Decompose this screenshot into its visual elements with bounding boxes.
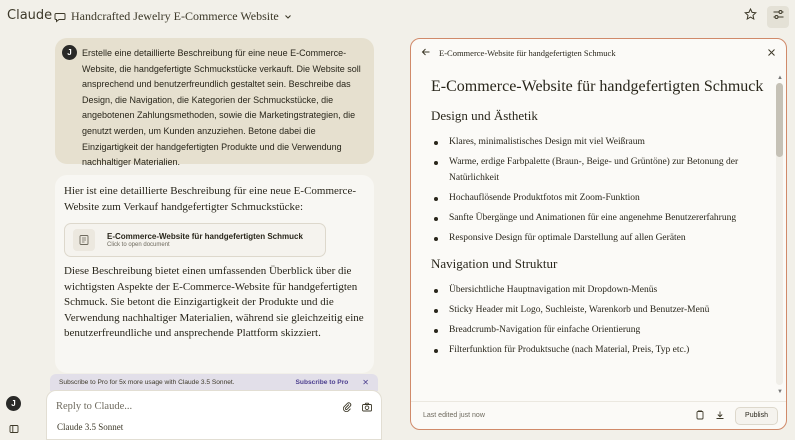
- list-item: Sanfte Übergänge und Animationen für eine angenehme Benutzererfahrung: [431, 211, 771, 226]
- bullet-list: [431, 283, 771, 359]
- document-icon: [73, 229, 95, 251]
- app-logo[interactable]: Claude: [7, 8, 53, 23]
- star-icon: [744, 8, 757, 26]
- close-icon[interactable]: ✕: [362, 378, 369, 387]
- chevron-down-icon: [284, 13, 292, 21]
- artifact-card[interactable]: [64, 223, 326, 257]
- scroll-up-arrow-icon[interactable]: ▲: [777, 75, 783, 81]
- copy-icon[interactable]: [695, 410, 705, 422]
- list-item: Breadcrumb-Navigation für einfache Orientierung: [431, 323, 771, 338]
- artifact-panel-footer: [411, 401, 786, 429]
- artifact-header-title: E-Commerce-Website für handgefertigten Schmuck: [439, 48, 616, 58]
- sliders-icon: [772, 8, 785, 26]
- upgrade-banner-text: Subscribe to Pro for 5x more usage with Claude 3.5 Sonnet.: [59, 379, 235, 386]
- reply-input[interactable]: Reply to Claude...: [56, 401, 133, 412]
- account-avatar[interactable]: J: [6, 396, 21, 411]
- chat-title-menu[interactable]: [54, 9, 292, 24]
- settings-sliders-button[interactable]: [767, 6, 789, 28]
- model-selector[interactable]: Claude 3.5 Sonnet: [57, 422, 124, 432]
- bullet-list: [431, 135, 771, 247]
- sidebar-toggle-icon[interactable]: [9, 421, 19, 439]
- artifact-panel-header: [411, 39, 786, 67]
- chat-title: Handcrafted Jewelry E-Commerce Website: [71, 9, 279, 23]
- subscribe-pro-link[interactable]: Subscribe to Pro: [295, 379, 349, 386]
- assistant-message: [55, 175, 374, 373]
- download-icon[interactable]: [715, 410, 725, 422]
- list-item: Filterfunktion für Produktsuche (nach Material, Preis, Typ etc.): [431, 343, 771, 358]
- list-item: Responsive Design für optimale Darstellung auf allen Geräten: [431, 231, 771, 246]
- list-item: Hochauflösende Produktfotos mit Zoom-Funktion: [431, 191, 771, 206]
- top-bar: [0, 0, 795, 34]
- user-avatar: J: [62, 45, 77, 60]
- star-button[interactable]: [739, 6, 761, 28]
- section-heading: Design und Ästhetik: [431, 108, 538, 123]
- list-item: Übersichtliche Hauptnavigation mit Dropdown-Menüs: [431, 283, 771, 298]
- document-title: E-Commerce-Website für handgefertigten Schmuck: [431, 78, 764, 95]
- paperclip-icon[interactable]: [341, 400, 353, 418]
- artifact-card-subtitle: Click to open document: [107, 242, 170, 248]
- scroll-down-arrow-icon[interactable]: ▼: [777, 389, 783, 395]
- artifact-card-title: E-Commerce-Website für handgefertigten Schmuck: [107, 232, 303, 241]
- publish-button[interactable]: Publish: [735, 407, 778, 425]
- user-message-text: Erstelle eine detaillierte Beschreibung für eine neue E-Commerce-Website, die handgefertigte Schmuckstücke verkauft. Die Website soll ansprechend und benutzerfreundlich gestaltet sein. Beschreibe das Design, die Navigation, die Kategorien der Schmuckstücke, die angebotenen Zahlungsmethoden, sowie die Marketingstrategien, die genutzt werden, um Kunden anzuziehen. Betone dabei die Einzigartigkeit der handgefertigten Produkte und die Verwendung nachhaltiger Materialien.: [82, 48, 361, 168]
- list-item: Warme, erdige Farbpalette (Braun-, Beige- und Grüntöne) zur Betonung der Natürlichkeit: [431, 155, 771, 186]
- list-item: Klares, minimalistisches Design mit viel Weißraum: [431, 135, 771, 150]
- scrollbar-thumb[interactable]: [776, 83, 783, 157]
- last-edited-text: Last edited just now: [423, 412, 485, 419]
- camera-icon[interactable]: [361, 400, 373, 418]
- assistant-intro-text: Hier ist eine detaillierte Beschreibung für eine neue E-Commerce-Website zum Verkauf handgefertigter Schmuckstücke:: [64, 185, 356, 213]
- assistant-outro-text: Diese Beschreibung bietet einen umfassenden Überblick über die wichtigsten Aspekte der E-Commerce-Website für handgefertigten Schmuck. Sie betont die Einzigartigkeit der Produkte und die Verwendung nachhaltiger Materialien, während sie gleichzeitig eine benutzerfreundliche und ansprechende Plattform skizziert.: [64, 265, 364, 339]
- artifact-document: [431, 77, 771, 399]
- artifact-panel: [410, 38, 787, 430]
- back-arrow-icon[interactable]: [421, 47, 431, 59]
- user-message: [55, 38, 374, 168]
- chat-bubble-icon: [54, 11, 66, 23]
- artifact-scrollbar[interactable]: [776, 83, 783, 385]
- reply-composer[interactable]: [46, 390, 382, 440]
- list-item: Sticky Header mit Logo, Suchleiste, Warenkorb und Benutzer-Menü: [431, 303, 771, 318]
- close-icon[interactable]: [767, 48, 776, 59]
- upgrade-banner: [50, 374, 378, 391]
- section-heading: Navigation und Struktur: [431, 255, 558, 271]
